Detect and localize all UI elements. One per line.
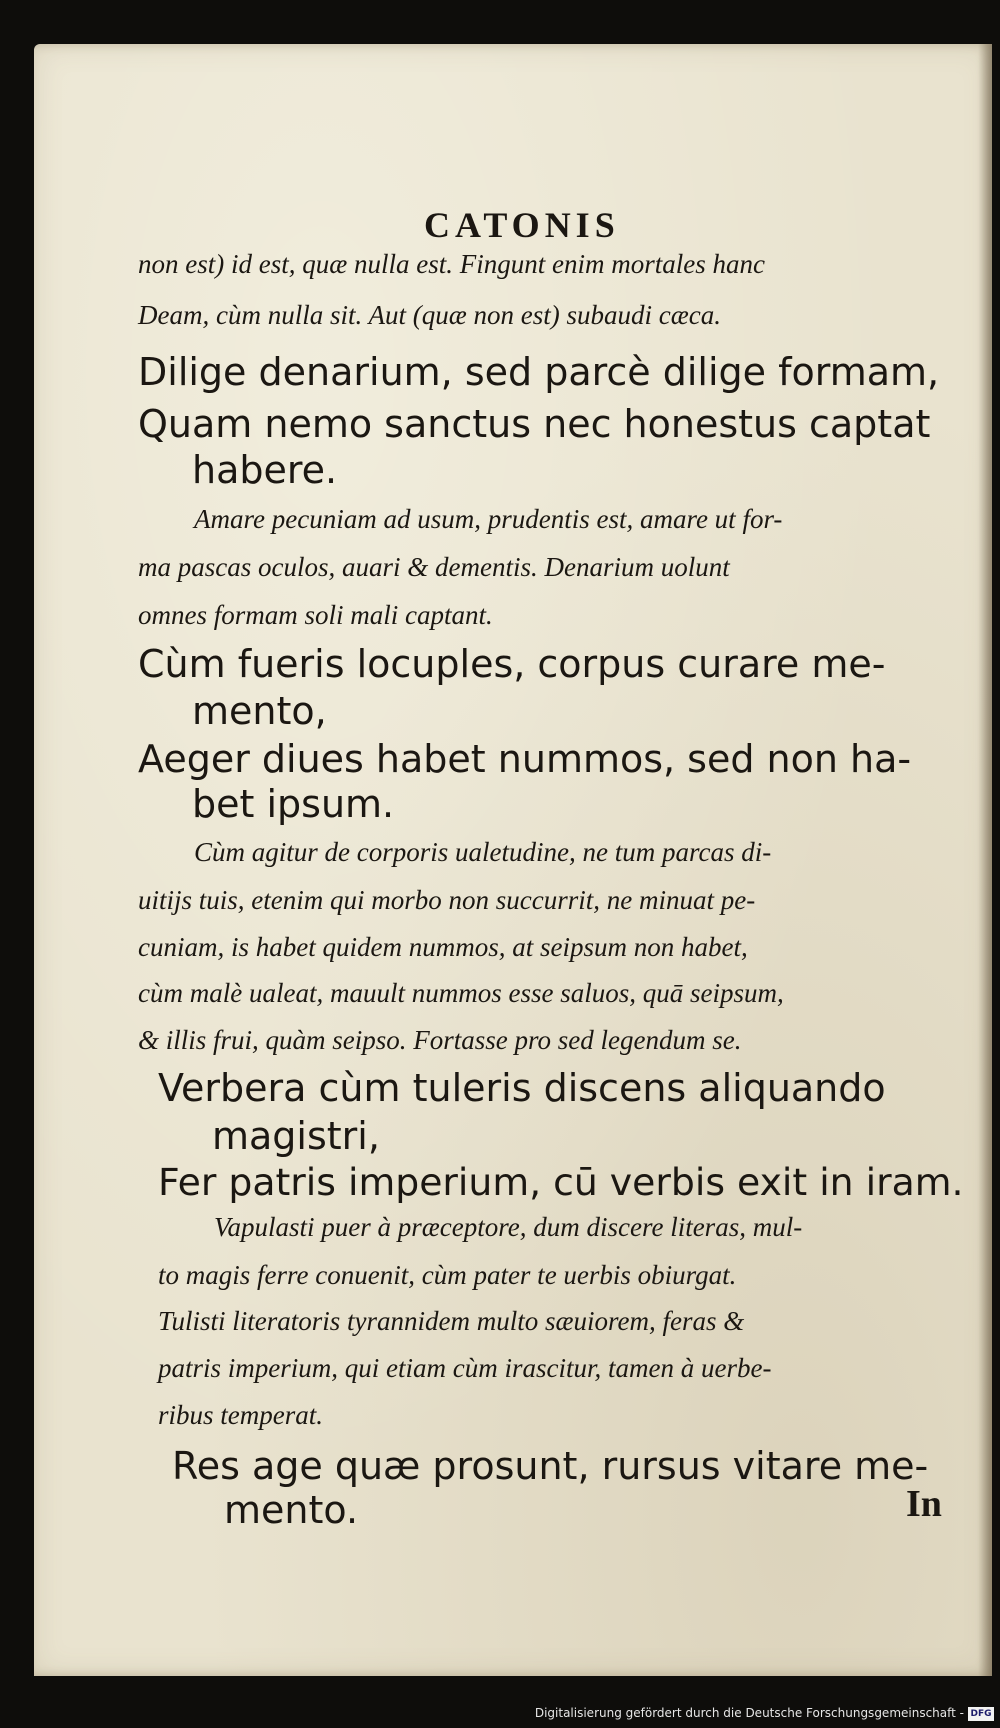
gloss-line: Amare pecuniam ad usum, prudentis est, amare ut for- [194,504,783,534]
footer-bar [0,1696,1000,1728]
gloss-line: Cùm agitur de corporis ualetudine, ne tum parcas di- [194,837,772,867]
verse-line: Cùm fueris locuples, corpus curare me- [138,642,886,686]
gloss-line: ma pascas oculos, auari & dementis. Denarium uolunt [138,552,730,582]
gloss-line: to magis ferre conuenit, cùm pater te uerbis obiurgat. [158,1260,737,1290]
verse-line: mento, [192,689,327,733]
funding-note: Digitalisierung gefördert durch die Deutsche Forschungsgemeinschaft - [534,1706,964,1720]
gloss-line: Deam, cùm nulla sit. Aut (quæ non est) subaudi cæca. [138,300,721,330]
catchword: In [906,1483,942,1525]
gloss-line: uitijs tuis, etenim qui morbo non succurrit, ne minuat pe- [138,885,756,915]
gloss-line: ribus temperat. [158,1400,323,1430]
gloss-line: cùm malè ualeat, mauult nummos esse saluos, quā seipsum, [138,978,784,1008]
verse-line: Verbera cùm tuleris discens aliquando [158,1066,886,1110]
gloss-line: non est) id est, quæ nulla est. Fingunt enim mortales hanc [138,249,765,279]
verse-line: Dilige denarium, sed parcè dilige formam, [138,350,940,394]
verse-line: magistri, [212,1114,380,1158]
gloss-line: omnes formam soli mali captant. [138,600,493,630]
verse-line: Quam nemo sanctus nec honestus captat [138,402,931,446]
dfg-logo: DFG [968,1707,994,1721]
gloss-line: cuniam, is habet quidem nummos, at seipsum non habet, [138,932,748,962]
gloss-line: patris imperium, qui etiam cùm irascitur, tamen à uerbe- [158,1353,772,1383]
verse-line: Fer patris imperium, cū verbis exit in iram. [158,1160,964,1204]
verse-line: bet ipsum. [192,782,395,826]
page-text [34,44,992,1676]
book-page [34,44,992,1676]
gloss-line: Vapulasti puer à præceptore, dum discere literas, mul- [214,1212,803,1242]
gloss-line: & illis frui, quàm seipso. Fortasse pro sed legendum se. [138,1025,742,1055]
verse-line: Res age quæ prosunt, rursus vitare me- [172,1444,929,1488]
verse-line: Aeger diues habet nummos, sed non ha- [138,737,912,781]
verse-line: mento. [224,1488,359,1532]
gloss-line: Tulisti literatoris tyrannidem multo sæuiorem, feras & [158,1306,745,1336]
running-head: CATONIS [424,205,620,245]
verse-line: habere. [192,448,338,492]
